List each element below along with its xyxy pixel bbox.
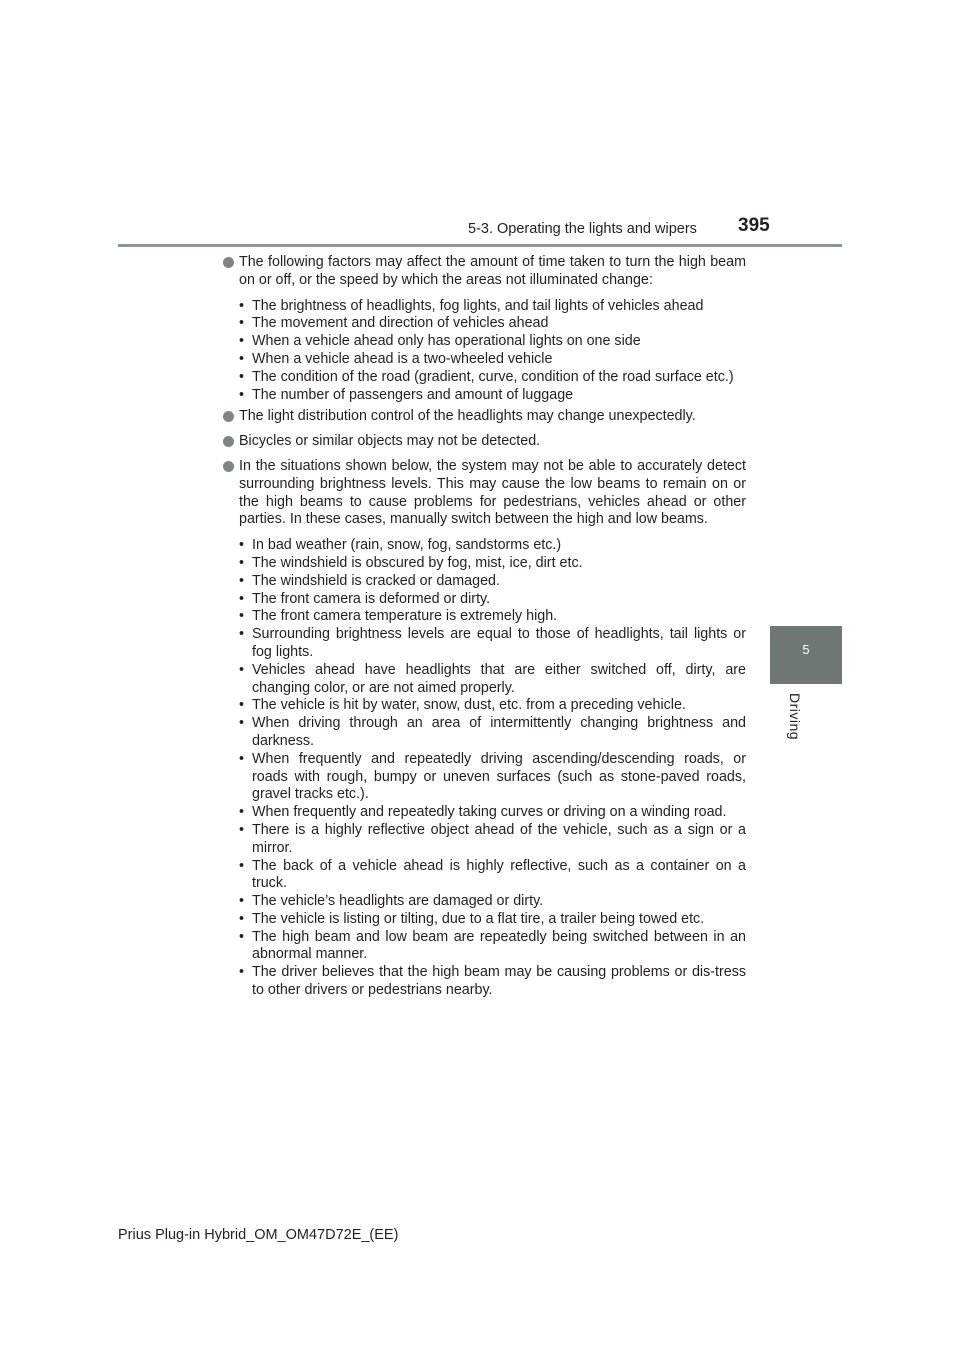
dot-bullet-icon: • xyxy=(239,315,245,332)
sub-list-item xyxy=(222,369,746,387)
circle-bullet-icon xyxy=(223,257,234,268)
dot-bullet-icon: • xyxy=(239,715,245,732)
dot-bullet-icon: • xyxy=(239,964,245,981)
sub-list-item-text: The vehicle’s headlights are damaged or dirty. xyxy=(252,893,544,910)
sub-list-item-text: The number of passengers and amount of luggage xyxy=(252,386,574,403)
header-divider xyxy=(118,244,842,247)
sub-list-item-text: The brightness of headlights, fog lights, and tail lights of vehicles ahead xyxy=(252,297,704,314)
sub-list-item xyxy=(222,929,746,965)
sub-list-item xyxy=(222,858,746,894)
sub-list-item xyxy=(222,298,746,316)
dot-bullet-icon: • xyxy=(239,608,245,625)
sub-list-item-text: Surrounding brightness levels are equal to those of headlights, tail lights or fog lights. xyxy=(252,626,746,660)
sub-list-item xyxy=(222,911,746,929)
sub-list-item-text: Vehicles ahead have headlights that are either switched off, dirty, are changing color, or are not aimed properly. xyxy=(252,661,746,696)
bullet-item-text: In the situations shown below, the system may not be able to accurately detect surrounding brightness levels. This may cause the low beams to remain on or the high beams to cause problems for pedestrians, vehicles ahead or other parties. In these cases, manually switch between the high and low beams. xyxy=(239,457,746,528)
sub-list-item xyxy=(222,333,746,351)
sub-list-item xyxy=(222,751,746,804)
sub-list-item xyxy=(222,573,746,591)
dot-bullet-icon: • xyxy=(239,910,245,927)
sub-list-item xyxy=(222,822,746,858)
sub-list-item xyxy=(222,591,746,609)
dot-bullet-icon: • xyxy=(239,590,245,607)
sub-list-item-text: When a vehicle ahead only has operational lights on one side xyxy=(252,333,641,350)
dot-bullet-icon: • xyxy=(239,333,245,350)
document-id: Prius Plug-in Hybrid_OM_OM47D72E_(EE) xyxy=(118,1227,399,1243)
sub-list-item xyxy=(222,537,746,555)
sub-list-item xyxy=(222,804,746,822)
circle-bullet-icon xyxy=(223,411,234,422)
sub-list-item-text: The movement and direction of vehicles ahead xyxy=(252,315,549,332)
bullet-item-text: The light distribution control of the headlights may change unexpectedly. xyxy=(239,408,696,425)
sub-list-item-text: The front camera is deformed or dirty. xyxy=(252,590,491,607)
sub-list-item-text: The vehicle is hit by water, snow, dust, etc. from a preceding vehicle. xyxy=(252,697,686,714)
dot-bullet-icon: • xyxy=(239,697,245,714)
dot-bullet-icon: • xyxy=(239,928,245,945)
sub-list-item-text: When frequently and repeatedly taking curves or driving on a winding road. xyxy=(252,804,727,821)
sub-list-item-text: The condition of the road (gradient, curve, condition of the road surface etc.) xyxy=(252,368,734,385)
bullet-item xyxy=(222,433,746,451)
sub-list-item-text: The driver believes that the high beam may be causing problems or dis-tress to other drivers or pedestrians nearby. xyxy=(252,964,746,999)
section-title: 5-3. Operating the lights and wipers xyxy=(468,221,697,237)
chapter-label: Driving xyxy=(787,693,803,741)
bullet-item xyxy=(222,254,746,290)
sub-list-item-text: The high beam and low beam are repeatedly being switched between in an abnormal manner. xyxy=(252,928,746,963)
page-number: 395 xyxy=(738,215,770,236)
sub-list-item xyxy=(222,715,746,751)
sub-list-item-text: The windshield is cracked or damaged. xyxy=(252,572,500,589)
dot-bullet-icon: • xyxy=(239,554,245,571)
dot-bullet-icon: • xyxy=(239,804,245,821)
bullet-item-text: The following factors may affect the amount of time taken to turn the high beam on or off, or the speed by which the areas not illuminated change: xyxy=(239,254,746,288)
sub-list-item xyxy=(222,555,746,573)
dot-bullet-icon: • xyxy=(239,821,245,838)
dot-bullet-icon: • xyxy=(239,350,245,367)
sub-list-item xyxy=(222,315,746,333)
sub-list-item xyxy=(222,351,746,369)
circle-bullet-icon xyxy=(223,461,234,472)
sub-list-item-text: The windshield is obscured by fog, mist, ice, dirt etc. xyxy=(252,554,583,571)
sub-list-item xyxy=(222,662,746,698)
sub-list-item-text: The front camera temperature is extremely high. xyxy=(252,608,558,625)
sub-list-item-text: The back of a vehicle ahead is highly reflective, such as a container on a truck. xyxy=(252,857,746,892)
chapter-tab xyxy=(770,626,842,684)
sub-list-item-text: There is a highly reflective object ahead of the vehicle, such as a sign or a mirror. xyxy=(252,821,746,856)
dot-bullet-icon: • xyxy=(239,572,245,589)
sub-list-item-text: When frequently and repeatedly driving ascending/descending roads, or roads with rough, bumpy or uneven surfaces (such as stone-paved roads, gravel tracks etc.). xyxy=(252,750,746,803)
sub-list-item xyxy=(222,608,746,626)
dot-bullet-icon: • xyxy=(239,297,245,314)
sub-list-item xyxy=(222,626,746,662)
dot-bullet-icon: • xyxy=(239,661,245,678)
dot-bullet-icon: • xyxy=(239,386,245,403)
dot-bullet-icon: • xyxy=(239,750,245,767)
sub-list-item-text: In bad weather (rain, snow, fog, sandstorms etc.) xyxy=(252,537,562,554)
sub-list-item xyxy=(222,697,746,715)
sub-list xyxy=(222,298,746,405)
dot-bullet-icon: • xyxy=(239,893,245,910)
sub-list xyxy=(222,537,746,1000)
bullet-item xyxy=(222,408,746,426)
bullet-item xyxy=(222,458,746,529)
chapter-number: 5 xyxy=(802,642,810,657)
dot-bullet-icon: • xyxy=(239,537,245,554)
sub-list-item xyxy=(222,964,746,1000)
sub-list-item-text: The vehicle is listing or tilting, due to a flat tire, a trailer being towed etc. xyxy=(252,910,705,927)
sub-list-item xyxy=(222,893,746,911)
circle-bullet-icon xyxy=(223,436,234,447)
main-content xyxy=(222,254,746,1004)
sub-list-item-text: When driving through an area of intermittently changing brightness and darkness. xyxy=(252,715,746,749)
sub-list-item xyxy=(222,387,746,405)
bullet-item-text: Bicycles or similar objects may not be detected. xyxy=(239,433,541,450)
dot-bullet-icon: • xyxy=(239,857,245,874)
dot-bullet-icon: • xyxy=(239,626,245,643)
dot-bullet-icon: • xyxy=(239,368,245,385)
sub-list-item-text: When a vehicle ahead is a two-wheeled vehicle xyxy=(252,350,553,367)
